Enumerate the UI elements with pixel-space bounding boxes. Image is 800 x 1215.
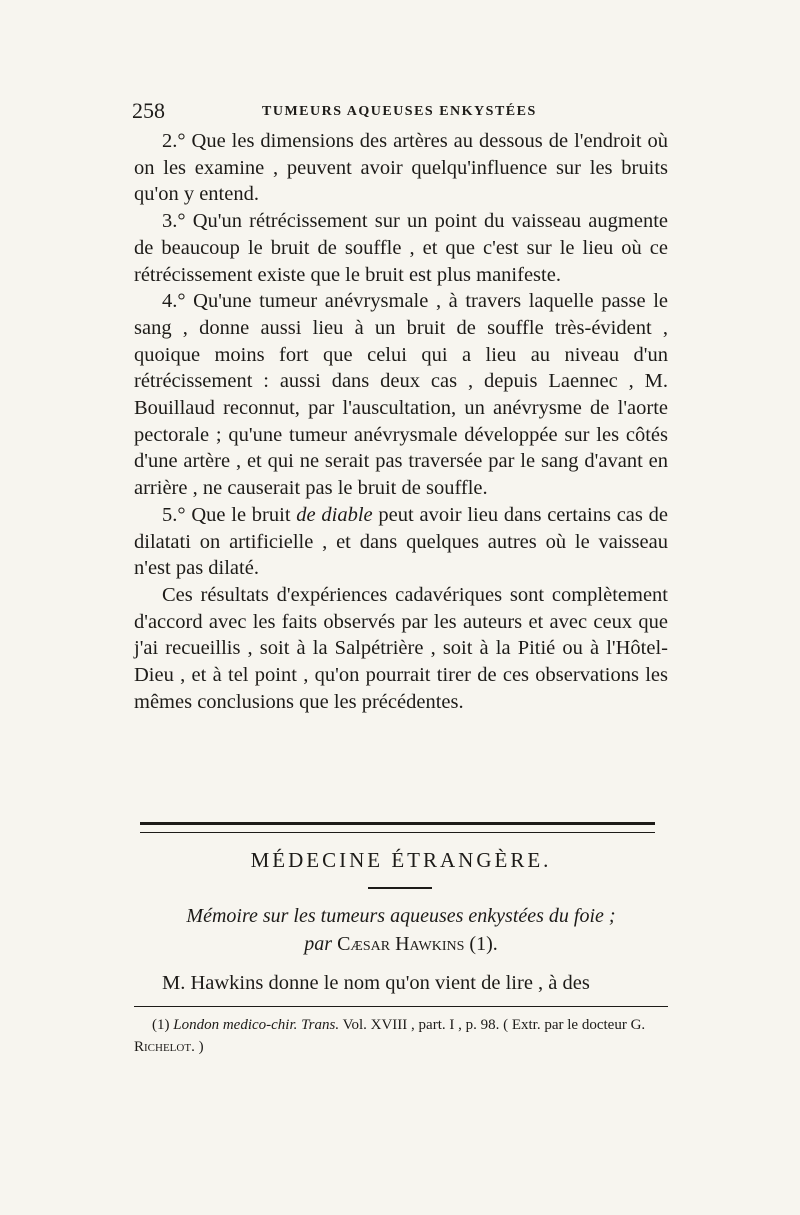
running-title: TUMEURS AQUEUSES ENKYSTÉES — [262, 104, 537, 119]
footnote-close: . ) — [191, 1039, 204, 1055]
article-lead-line: M. Hawkins donne le nom qu'on vient de lire , à des — [162, 972, 590, 994]
paragraph-5 — [134, 502, 668, 582]
paragraph-conclusion: Ces résultats d'expériences cadavériques sont complètement d'accord avec les faits observés par les auteurs et avec ceux que j'ai recueillis , soit à la Salpétrière , soit à la Pitié ou à l'Hôtel-Dieu , et à tel point , qu'on pourrait tirer de ces observations les mêmes conclusions que les précédentes. — [134, 583, 668, 713]
article-author: Cæsar Hawkins — [337, 933, 465, 955]
page-header — [132, 98, 668, 124]
footnote-ref: (1). — [469, 933, 498, 955]
paragraph-4: 4.° Qu'une tumeur anévrysmale , à travers laquelle passe le sang , donne aussi lieu à un bruit de souffle très-évident , quoique moins fort que celui qui a lieu au niveau d'un rétrécissement : aussi dans deux cas , depuis Laennec , M. Bouillaud reconnut, par l'auscultation, un anévrysme de l'aorte pectorale ; qu'une tumeur anévrysmale développée sur les côtés d'une artère , et qui ne serait pas traversée par le sang d'avant en arrière , ne causerait pas le bruit de souffle. — [134, 290, 668, 500]
footnote-marker: (1) — [152, 1017, 170, 1033]
page-number: 258 — [132, 98, 165, 123]
article-title — [134, 902, 668, 958]
body-text — [134, 128, 668, 715]
article-title-main: Mémoire sur les tumeurs aqueuses enkystées du foie ; — [186, 905, 616, 927]
section-divider — [140, 822, 655, 833]
title-rule — [368, 887, 432, 889]
section-title: MÉDECINE ÉTRANGÈRE. — [250, 848, 552, 872]
paragraph-5-start: 5.° Que le bruit — [162, 503, 297, 526]
footnote-translator: G. Richelot — [134, 1017, 646, 1055]
footnote-rule — [134, 1006, 668, 1007]
article-byline: par Cæsar Hawkins (1). — [304, 933, 498, 955]
paragraph-3: 3.° Qu'un rétrécissement sur un point du vaisseau augmente de beaucoup le bruit de souffle , et que c'est sur le lieu où ce rétrécissement existe que le bruit est plus manifeste. — [134, 210, 668, 286]
paragraph-5-italic: de diable — [296, 503, 373, 526]
footnote-ref-text: Vol. XVIII , part. I , p. 98. ( Extr. par le docteur — [342, 1017, 627, 1033]
paragraph-2: 2.° Que les dimensions des artères au dessous de l'endroit où on les examine , peuvent avoir quelqu'influence sur les bruits qu'on y entend. — [134, 130, 668, 206]
paragraph-5-end: peut avoir lieu dans certains cas de dilatati on artificielle , et dans quelques autres où le vaisseau n'est pas dilaté. — [134, 503, 668, 580]
footnote — [134, 1014, 668, 1058]
footnote-journal: London medico-chir. Trans. — [173, 1017, 340, 1033]
